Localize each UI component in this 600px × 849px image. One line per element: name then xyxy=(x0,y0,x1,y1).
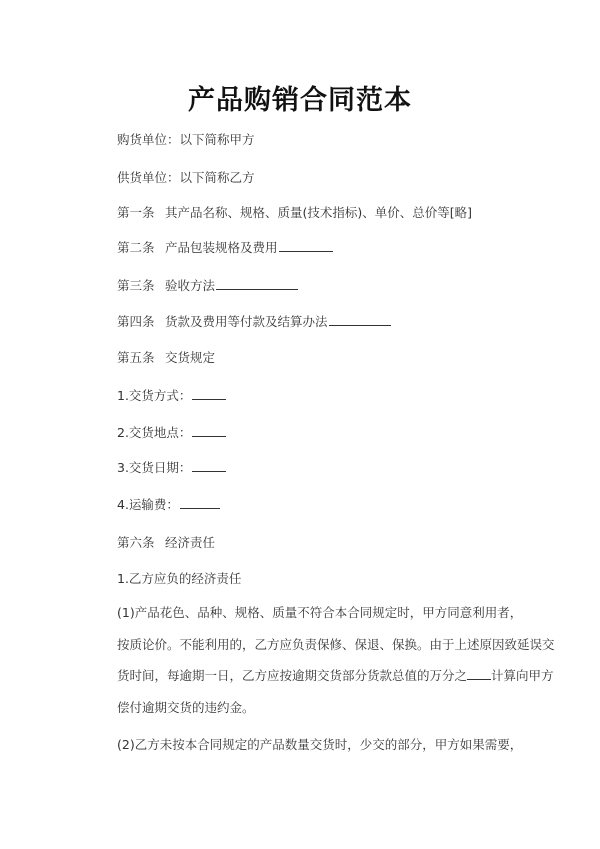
paragraph-2 xyxy=(117,729,523,761)
article-2-label: 第二条 xyxy=(117,240,155,255)
delivery-date-blank xyxy=(192,460,226,472)
delivery-method-blank xyxy=(192,388,226,400)
article-6-label: 第六条 xyxy=(117,535,155,550)
paragraph-1 xyxy=(117,597,555,723)
delivery-method-label: 1.交货方式： xyxy=(117,388,192,403)
article-5 xyxy=(117,350,215,366)
paragraph-1-line-3 xyxy=(117,660,554,692)
paragraph-1-line-2: 按质论价。不能利用的，乙方应负责保修、保退、保换。由于上述原因致延误交 xyxy=(117,636,555,652)
article-4-blank xyxy=(329,314,391,326)
article-3-text: 验收方法 xyxy=(165,278,216,293)
paragraph-1-line-4: 偿付逾期交货的违约金。 xyxy=(117,699,255,715)
paragraph-1-blank xyxy=(467,668,491,680)
paragraph-2-line-1: (2)乙方未按本合同规定的产品数量交货时，少交的部分，甲方如果需要， xyxy=(117,737,523,752)
delivery-method xyxy=(117,388,226,404)
responsibility-heading: 1.乙方应负的经济责任 xyxy=(117,571,242,586)
article-6 xyxy=(117,535,215,551)
paragraph-1-line-1: (1)产品花色、品种、规格、质量不符合本合同规定时，甲方同意利用者， xyxy=(117,605,523,620)
buyer-line: 购货单位：以下简称甲方 xyxy=(117,132,255,147)
article-4-label: 第四条 xyxy=(117,314,155,329)
transport-fee xyxy=(117,497,220,513)
delivery-place-label: 2.交货地点： xyxy=(117,425,192,440)
supplier-line: 供货单位：以下简称乙方 xyxy=(117,170,255,185)
article-5-label: 第五条 xyxy=(117,350,155,365)
transport-fee-blank xyxy=(180,497,220,509)
article-4 xyxy=(117,314,391,330)
article-1 xyxy=(117,205,472,221)
article-3 xyxy=(117,278,298,294)
article-2 xyxy=(117,240,333,256)
article-2-text: 产品包装规格及费用 xyxy=(165,240,278,255)
paragraph-1-line-3a: 货时间，每逾期一日，乙方应按逾期交货部分货款总值的万分之 xyxy=(117,668,468,683)
article-5-text: 交货规定 xyxy=(165,350,216,365)
document-title: 产品购销合同范本 xyxy=(188,85,412,116)
delivery-place-blank xyxy=(192,425,226,437)
article-3-label: 第三条 xyxy=(117,278,155,293)
delivery-date xyxy=(117,460,226,476)
article-1-label: 第一条 xyxy=(117,205,155,220)
article-6-text: 经济责任 xyxy=(165,535,216,550)
article-1-text: 其产品名称、规格、质量(技术指标)、单价、总价等[略] xyxy=(165,205,473,220)
article-4-text: 货款及费用等付款及结算办法 xyxy=(165,314,328,329)
article-3-blank xyxy=(216,278,298,290)
delivery-date-label: 3.交货日期： xyxy=(117,460,192,475)
paragraph-1-line-3b: 计算向甲方 xyxy=(491,668,554,683)
article-2-blank xyxy=(279,240,333,252)
transport-fee-label: 4.运输费： xyxy=(117,497,179,512)
delivery-place xyxy=(117,425,226,441)
